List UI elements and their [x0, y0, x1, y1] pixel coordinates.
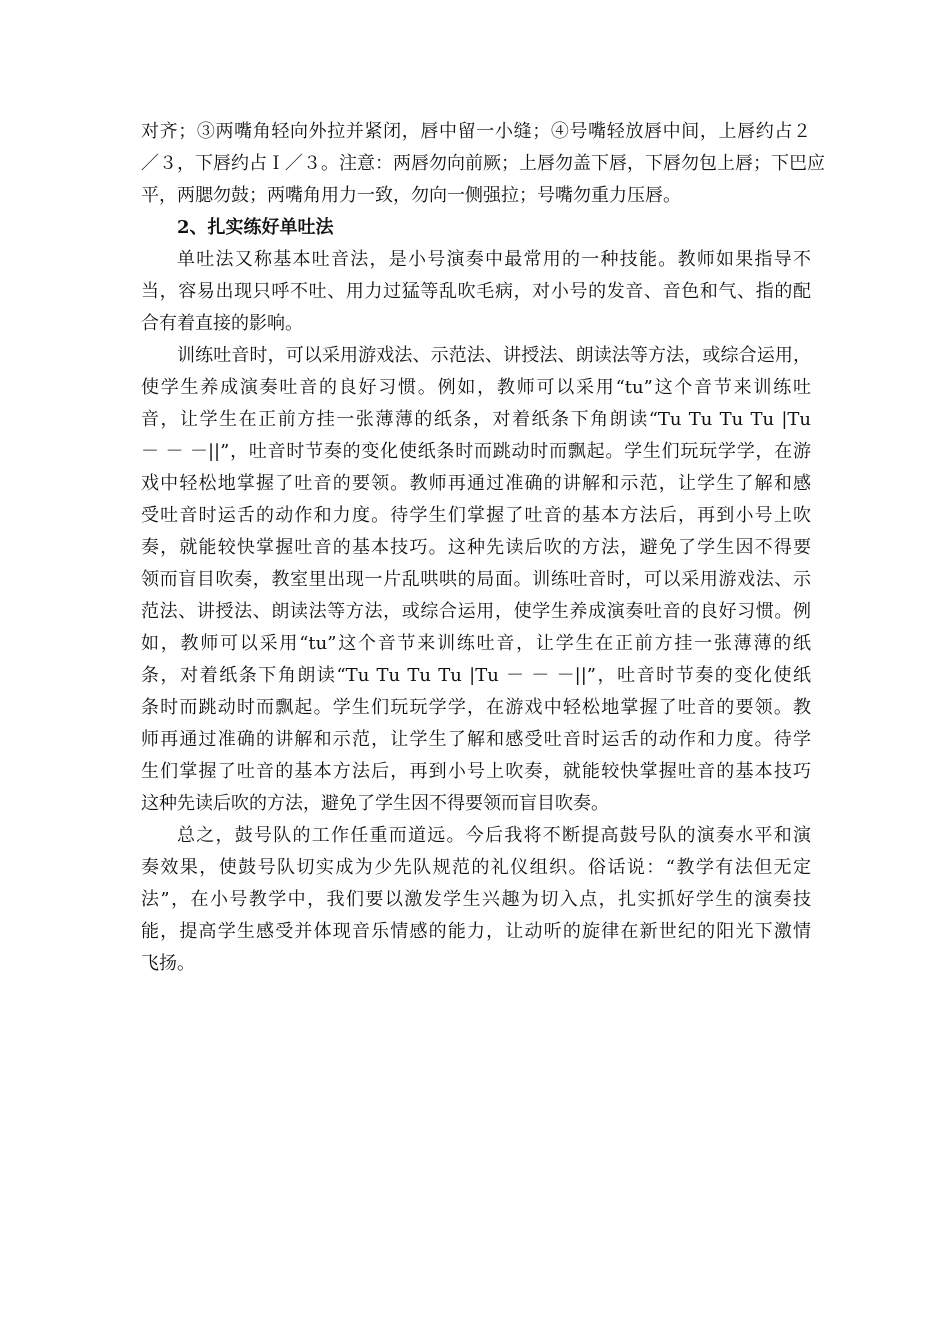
text-line: 音，让学生在正前方挂一张薄薄的纸条，对着纸条下角朗读“Tu Tu Tu Tu |Tu: [141, 409, 811, 430]
document-page: [141, 116, 825, 980]
text-line: 条，对着纸条下角朗读“Tu Tu Tu Tu |Tu － － －||”，吐音时节奏的变化使纸: [141, 665, 811, 686]
text-line: 这种先读后吹的方法，避免了学生因不得要领而盲目吹奏。: [141, 793, 609, 814]
text-line: 奏，就能较快掌握吐音的基本技巧。这种先读后吹的方法，避免了学生因不得要: [141, 537, 811, 558]
text-line: 受吐音时运舌的动作和力度。待学生们掌握了吐音的基本方法后，再到小号上吹: [141, 505, 811, 526]
text-line: 单吐法又称基本吐音法，是小号演奏中最常用的一种技能。教师如果指导不: [177, 249, 811, 270]
text-line: 奏效果，使鼓号队切实成为少先队规范的礼仪组织。俗话说：“教学有法但无定: [141, 857, 811, 878]
paragraph-single-tonguing: [141, 244, 811, 340]
text-line: 能，提高学生感受并体现音乐情感的能力，让动听的旋律在新世纪的阳光下激情: [141, 921, 811, 942]
text-line: 条时而跳动时而飘起。学生们玩玩学学，在游戏中轻松地掌握了吐音的要领。教: [141, 697, 811, 718]
text-line: 戏中轻松地掌握了吐音的要领。教师再通过准确的讲解和示范，让学生了解和感: [141, 473, 811, 494]
text-line: 如，教师可以采用“tu”这个音节来训练吐音，让学生在正前方挂一张薄薄的纸: [141, 633, 811, 654]
text-line: 领而盲目吹奏，教室里出现一片乱哄哄的局面。训练吐音时，可以采用游戏法、示: [141, 569, 811, 590]
text-line: 范法、讲授法、朗读法等方法，或综合运用，使学生养成演奏吐音的良好习惯。例: [141, 601, 811, 622]
text-line: 法”，在小号教学中，我们要以激发学生兴趣为切入点，扎实抓好学生的演奏技: [141, 889, 811, 910]
text-line: 当，容易出现只呼不吐、用力过猛等乱吹毛病，对小号的发音、音色和气、指的配: [141, 281, 811, 302]
paragraph-lip-position: [141, 116, 825, 212]
text-line: 飞扬。: [141, 953, 195, 974]
paragraph-conclusion: [141, 820, 811, 980]
text-line: 使学生养成演奏吐音的良好习惯。例如，教师可以采用“tu”这个音节来训练吐: [141, 377, 811, 398]
text-line: － － －||”，吐音时节奏的变化使纸条时而跳动时而飘起。学生们玩玩学学，在游: [141, 441, 811, 462]
text-line: 对齐；③两嘴角轻向外拉并紧闭，唇中留一小缝；④号嘴轻放唇中间，上唇约占２: [141, 121, 811, 142]
text-line: 平，两腮勿鼓；两嘴角用力一致，勿向一侧强拉；号嘴勿重力压唇。: [141, 185, 681, 206]
paragraph-tonguing-training: [141, 340, 811, 820]
text-line: ／３，下唇约占Ｉ／３。注意：两唇勿向前厥；上唇勿盖下唇，下唇勿包上唇；下巴应: [141, 153, 825, 174]
text-line: 合有着直接的影响。: [141, 313, 303, 334]
section-heading: 2、扎实练好单吐法: [177, 217, 334, 238]
text-line: 师再通过准确的讲解和示范，让学生了解和感受吐音时运舌的动作和力度。待学: [141, 729, 811, 750]
text-line: 生们掌握了吐音的基本方法后，再到小号上吹奏，就能较快掌握吐音的基本技巧: [141, 761, 811, 782]
text-line: 训练吐音时，可以采用游戏法、示范法、讲授法、朗读法等方法，或综合运用，: [177, 345, 811, 366]
text-line: 总之，鼓号队的工作任重而道远。今后我将不断提高鼓号队的演奏水平和演: [177, 825, 811, 846]
